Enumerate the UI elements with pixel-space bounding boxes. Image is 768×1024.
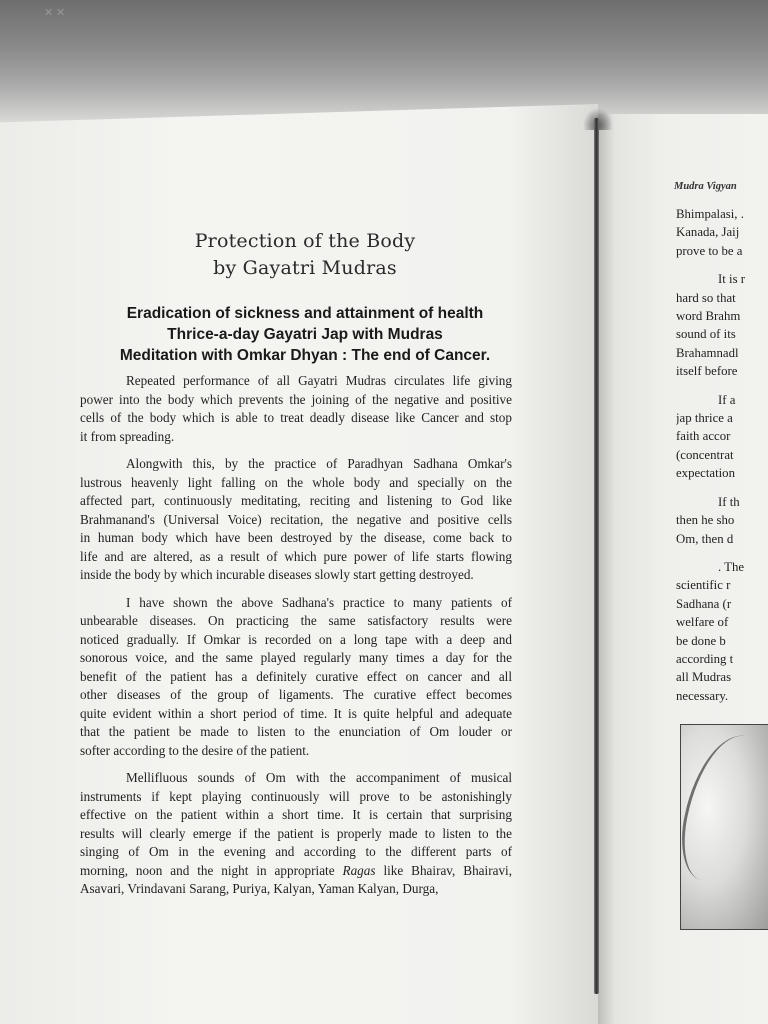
text-line: It is r [718,272,746,287]
text-line: expectation [676,466,735,481]
chapter-title-line: Protection of the Body [194,230,416,252]
subtitle-line: Thrice-a-day Gayatri Jap with Mudras [167,326,443,343]
text-line: results will clearly emerge if the patient is properly made to listen to the [80,825,512,841]
text-line: lustrous heavenly light falling on the whole body and specially on the [80,474,512,490]
book-spine [594,118,599,994]
text-line: all Mudras [676,670,732,685]
text-line: welfare of [676,615,729,630]
paragraph-fragment [676,391,768,483]
text-line: Repeated performance of all Gayatri Mudras circulates life giving [126,373,512,388]
subtitle-line: Eradication of sickness and attainment of health [126,305,484,322]
text-line: scientific r [676,578,731,593]
running-head: Mudra Vigyan [674,181,737,192]
text-line: morning, noon and the night in appropriate Ragas like Bhairav, Bhairavi, [80,862,512,878]
text-line: quite evident within a short period of time. It is quite helpful and adequate [80,705,512,721]
text-line: Asavari, Vrindavani Sarang, Puriya, Kalyan, Yaman Kalyan, Durga, [80,881,439,896]
text-line: Kanada, Jaij [676,225,740,240]
text-line: in human body which have been destroyed by the disease, come back to [80,530,512,545]
text-line: cells of the body which is able to treat deadly disease like Cancer and stop [80,410,512,425]
text-line: be done b [676,633,726,648]
text-line: prove to be a [676,243,743,258]
subtitle-line: Meditation with Omkar Dhyan : The end of Cancer. [119,347,491,364]
text-line: softer according to the desire of the patient. [80,742,310,758]
text-line: that the patient be made to listen to the enunciation of Om louder or [80,724,512,739]
text-line: Mellifluous sounds of Om with the accompaniment of musical [126,770,512,785]
chapter-title-line: by Gayatri Mudras [213,257,397,279]
text-line: unbearable diseases. On practicing the same satisfactory results were [80,613,512,628]
text-line: Brahmanand's (Universal Voice) recitation, the negative and positive cells [80,511,512,527]
text-line: If th [718,494,740,509]
text-line: Brahamnadl [676,345,739,360]
paragraph [80,372,512,446]
text-line: then he sho [676,513,735,528]
paragraph [80,455,512,585]
text-line: benefit of the patient has a definitely curative effect on cancer and all [80,668,512,684]
text-line: power into the body which prevents the joining of the negative and positive [80,391,512,407]
scan-shadow [0,0,768,120]
right-page-body [676,205,768,715]
text-line: hard so that [676,290,736,305]
text-line: Sadhana (r [676,596,732,611]
text-line: it from spreading. [80,428,175,444]
text-line: according t [676,651,734,666]
text-line: If a [718,392,736,407]
text-line: jap thrice a [676,411,733,426]
ragas-term: Ragas [342,862,376,878]
text-line: Om, then d [676,531,734,546]
left-page-body [80,372,512,908]
photo-figure [680,727,768,889]
paragraph-fragment [676,493,768,548]
text-line: word Brahm [676,309,741,324]
text-line: (concentrat [676,447,734,462]
paragraph [80,769,512,899]
text-line: necessary. [676,688,729,703]
text-line: faith accor [676,429,731,444]
text-line: Bhimpalasi, . [676,207,744,221]
text-line: sonorous voice, and the same played regularly many times a day for the [80,650,512,665]
text-line: itself before [676,364,738,379]
paragraph-fragment [676,205,768,260]
scan-corner-mark: ✕ ✕ [44,7,66,19]
text-line: instruments if kept playing continuously will prove to be astonishingly [80,788,512,804]
text-line: other diseases of the group of ligaments. The curative effect becomes [80,687,512,702]
cropped-photo [680,724,768,930]
text-line: sound of its [676,327,736,342]
chapter-title [130,228,480,282]
text-line: I have shown the above Sadhana's practice to many patients of [126,594,512,610]
paragraph-fragment [676,558,768,705]
text-line: singing of Om in the evening and according to the different parts of [80,844,512,859]
text-line: life and are altered, as a result of which pure power of life starts flowing [80,548,512,564]
text-line: effective on the patient within a short time. It is certain that surprising [80,807,512,822]
chapter-subtitles [80,303,530,366]
text-line: inside the body by which incurable diseases slowly start getting destroyed. [80,567,474,582]
text-line: Alongwith this, by the practice of Paradhyan Sadhana Omkar's [126,456,512,471]
paragraph [80,594,512,761]
paragraph-fragment [676,270,768,380]
text-line: affected part, continuously meditating, reciting and listening to God like [80,493,512,508]
text-line: . The [718,559,745,574]
text-line: noticed gradually. If Omkar is recorded on a long tape with a deep and [80,631,512,647]
